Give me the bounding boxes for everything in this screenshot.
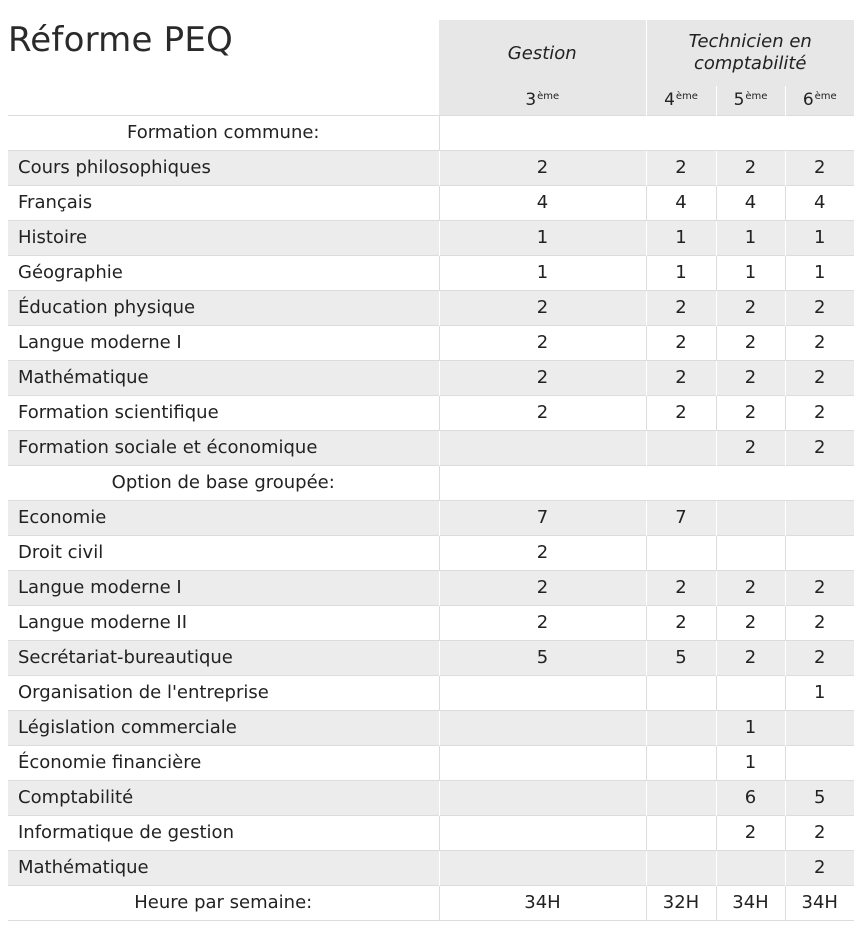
hours-cell: 2 [439, 290, 646, 325]
table-row [8, 605, 854, 640]
hours-cell [646, 675, 716, 710]
hours-cell: 2 [785, 360, 854, 395]
hours-cell: 4 [716, 185, 785, 220]
table-row [8, 535, 854, 570]
subject-name: Législation commerciale [8, 710, 439, 745]
table-row [8, 360, 854, 395]
subheader-spacer [8, 86, 439, 115]
total-value: 34H [716, 885, 785, 920]
hours-cell: 2 [785, 640, 854, 675]
section-formation-commune [8, 115, 854, 150]
hours-cell: 2 [716, 360, 785, 395]
hours-cell: 7 [439, 500, 646, 535]
section-label: Formation commune: [8, 115, 439, 150]
total-row [8, 885, 854, 920]
hours-cell: 2 [646, 360, 716, 395]
subject-name: Langue moderne II [8, 605, 439, 640]
hours-cell [439, 710, 646, 745]
hours-cell [646, 745, 716, 780]
subject-name: Cours philosophiques [8, 150, 439, 185]
hours-cell: 2 [716, 640, 785, 675]
hours-cell: 2 [716, 290, 785, 325]
table-row [8, 325, 854, 360]
header-year-4: 4ème [646, 86, 716, 115]
hours-cell: 5 [439, 640, 646, 675]
table-row [8, 745, 854, 780]
hours-cell: 5 [785, 780, 854, 815]
hours-cell [646, 430, 716, 465]
table-row [8, 185, 854, 220]
subject-name: Économie financière [8, 745, 439, 780]
hours-cell: 2 [785, 325, 854, 360]
table-row [8, 570, 854, 605]
section-option-base [8, 465, 854, 500]
subject-name: Formation sociale et économique [8, 430, 439, 465]
subject-name: Droit civil [8, 535, 439, 570]
schedule-table [8, 20, 854, 921]
subject-name: Histoire [8, 220, 439, 255]
hours-cell: 1 [716, 710, 785, 745]
hours-cell: 2 [785, 430, 854, 465]
hours-cell: 2 [785, 850, 854, 885]
table-row [8, 780, 854, 815]
hours-cell [716, 500, 785, 535]
hours-cell: 6 [716, 780, 785, 815]
hours-cell: 1 [439, 220, 646, 255]
header-year-6: 6ème [785, 86, 854, 115]
hours-cell: 2 [646, 325, 716, 360]
hours-cell: 2 [439, 325, 646, 360]
subject-name: Comptabilité [8, 780, 439, 815]
hours-cell: 2 [716, 430, 785, 465]
hours-cell: 7 [646, 500, 716, 535]
hours-cell [646, 815, 716, 850]
subject-name: Mathématique [8, 360, 439, 395]
table-row [8, 500, 854, 535]
hours-cell: 2 [716, 150, 785, 185]
hours-cell [785, 535, 854, 570]
hours-cell: 2 [716, 605, 785, 640]
hours-cell: 4 [439, 185, 646, 220]
hours-cell: 2 [646, 605, 716, 640]
hours-cell: 2 [716, 570, 785, 605]
hours-cell [646, 780, 716, 815]
hours-cell: 1 [439, 255, 646, 290]
subject-name: Secrétariat-bureautique [8, 640, 439, 675]
header-gestion: Gestion [439, 20, 646, 86]
hours-cell: 1 [646, 255, 716, 290]
hours-cell [716, 850, 785, 885]
hours-cell [716, 675, 785, 710]
subject-name: Langue moderne I [8, 570, 439, 605]
hours-cell: 2 [646, 570, 716, 605]
table-row [8, 815, 854, 850]
hours-cell: 1 [785, 255, 854, 290]
hours-cell [785, 745, 854, 780]
table-row [8, 395, 854, 430]
hours-cell: 5 [646, 640, 716, 675]
hours-cell: 2 [716, 395, 785, 430]
hours-cell [439, 850, 646, 885]
hours-cell: 2 [785, 570, 854, 605]
header-year-5: 5ème [716, 86, 785, 115]
subject-name: Français [8, 185, 439, 220]
page-title: Réforme PEQ [8, 20, 233, 60]
table-row [8, 640, 854, 675]
hours-cell: 1 [646, 220, 716, 255]
header-year-3: 3ème [439, 86, 646, 115]
hours-cell: 2 [439, 570, 646, 605]
hours-cell: 2 [785, 605, 854, 640]
hours-cell: 2 [646, 290, 716, 325]
hours-cell: 2 [785, 815, 854, 850]
subject-name: Éducation physique [8, 290, 439, 325]
hours-cell [439, 430, 646, 465]
table-row [8, 430, 854, 465]
total-value: 34H [439, 885, 646, 920]
hours-cell: 1 [785, 675, 854, 710]
title-spacer [8, 20, 439, 86]
hours-cell [785, 710, 854, 745]
table-row [8, 850, 854, 885]
hours-cell: 2 [785, 395, 854, 430]
hours-cell [439, 815, 646, 850]
hours-cell: 2 [716, 325, 785, 360]
hours-cell: 1 [716, 255, 785, 290]
hours-cell [439, 745, 646, 780]
table-row [8, 710, 854, 745]
table-row [8, 675, 854, 710]
table-row [8, 220, 854, 255]
hours-cell [785, 500, 854, 535]
total-value: 32H [646, 885, 716, 920]
subject-name: Organisation de l'entreprise [8, 675, 439, 710]
hours-cell: 1 [716, 745, 785, 780]
hours-cell [646, 710, 716, 745]
header-technicien: Technicien en comptabilité [646, 20, 854, 86]
hours-cell: 2 [439, 150, 646, 185]
hours-cell: 4 [785, 185, 854, 220]
hours-cell: 2 [785, 150, 854, 185]
table-row [8, 255, 854, 290]
hours-cell: 2 [646, 395, 716, 430]
hours-cell: 1 [785, 220, 854, 255]
hours-cell: 2 [785, 290, 854, 325]
section-label: Option de base groupée: [8, 465, 439, 500]
subject-name: Mathématique [8, 850, 439, 885]
subject-name: Langue moderne I [8, 325, 439, 360]
total-value: 34H [785, 885, 854, 920]
hours-cell [439, 780, 646, 815]
hours-cell [646, 850, 716, 885]
hours-cell: 2 [439, 395, 646, 430]
table-row [8, 290, 854, 325]
hours-cell: 2 [716, 815, 785, 850]
hours-cell: 2 [439, 535, 646, 570]
subject-name: Informatique de gestion [8, 815, 439, 850]
hours-cell: 2 [646, 150, 716, 185]
hours-cell [646, 535, 716, 570]
subject-name: Formation scientifique [8, 395, 439, 430]
hours-cell [439, 675, 646, 710]
hours-cell [716, 535, 785, 570]
hours-cell: 2 [439, 605, 646, 640]
hours-cell: 4 [646, 185, 716, 220]
table-row [8, 150, 854, 185]
hours-cell: 1 [716, 220, 785, 255]
subject-name: Géographie [8, 255, 439, 290]
total-label: Heure par semaine: [8, 885, 439, 920]
subject-name: Economie [8, 500, 439, 535]
hours-cell: 2 [439, 360, 646, 395]
